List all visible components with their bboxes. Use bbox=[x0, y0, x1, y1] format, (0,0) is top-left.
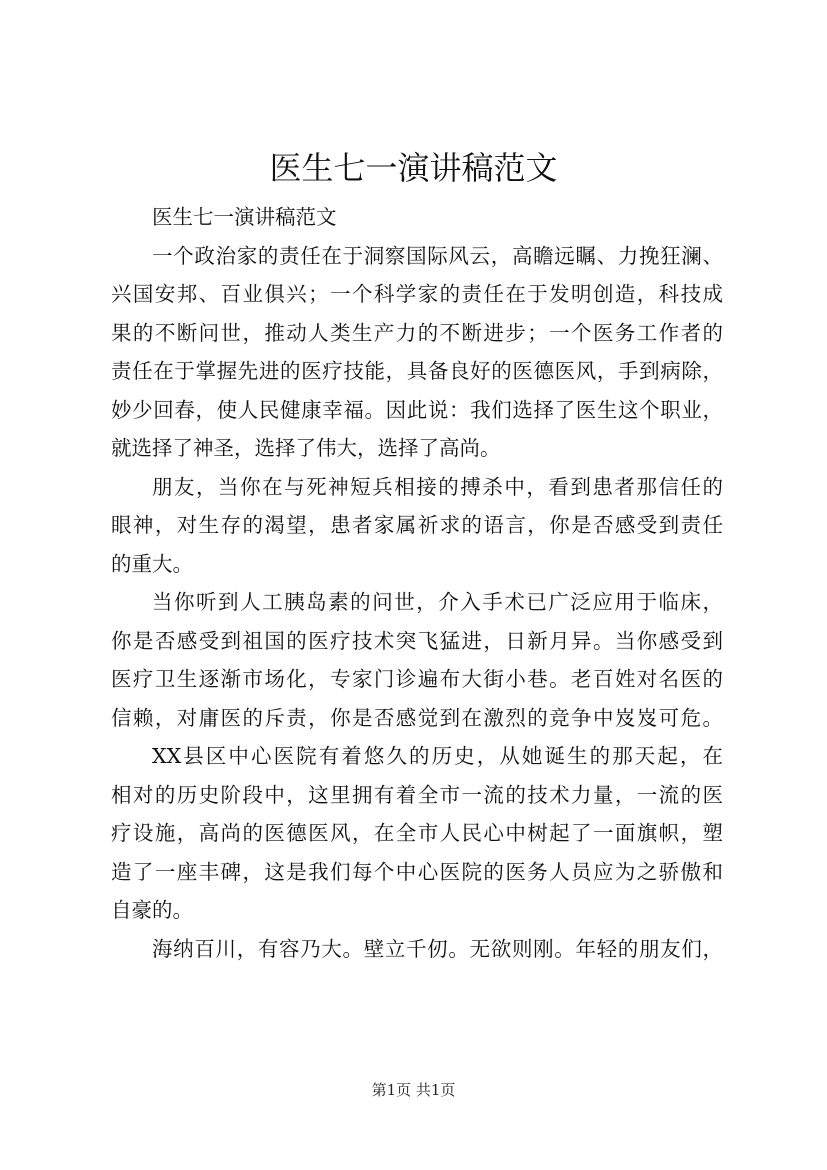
text-line: 自豪的。 bbox=[111, 898, 193, 922]
page-footer: 第1页 共1页 bbox=[371, 1081, 456, 1099]
text-line: 医疗卫生逐渐市场化，专家门诊遍布大街小巷。老百姓对名医的 bbox=[111, 667, 723, 691]
text-line: 医生七一演讲稿范文 bbox=[152, 205, 337, 229]
text-line: XX县区中心医院有着悠久的历史，从她诞生的那天起，在 bbox=[152, 744, 723, 768]
text-line: 妙少回春，使人民健康幸福。因此说：我们选择了医生这个职业， bbox=[111, 397, 723, 422]
text-line: 眼神，对生存的渴望，患者家属祈求的语言，你是否感受到责任 bbox=[111, 513, 723, 537]
text-line: 一个政治家的责任在于洞察国际风云，高瞻远瞩、力挽狂澜、 bbox=[152, 243, 723, 268]
text-line: 造了一座丰碑，这是我们每个中心医院的医务人员应为之骄傲和 bbox=[111, 859, 723, 884]
text-line: 的重大。 bbox=[111, 551, 193, 576]
text-line: 果的不断问世，推动人类生产力的不断进步；一个医务工作者的 bbox=[111, 320, 723, 345]
text-line: 责任在于掌握先进的医疗技能，具备良好的医德医风，手到病除， bbox=[111, 359, 723, 383]
document-body bbox=[111, 198, 723, 968]
text-line: 信赖，对庸医的斥责，你是否感觉到在激烈的竞争中岌岌可危。 bbox=[111, 705, 723, 730]
text-line: 就选择了神圣，选择了伟大，选择了高尚。 bbox=[111, 436, 501, 460]
text-line: 朋友，当你在与死神短兵相接的搏杀中，看到患者那信任的 bbox=[152, 474, 723, 499]
text-line: 你是否感受到祖国的医疗技术突飞猛进，日新月异。当你感受到 bbox=[111, 628, 723, 653]
text-line: 海纳百川，有容乃大。壁立千仞。无欲则刚。年轻的朋友们， bbox=[152, 936, 723, 961]
text-line: 疗设施，高尚的医德医风，在全市人民心中树起了一面旗帜，塑 bbox=[111, 821, 723, 845]
text-line: 相对的历史阶段中，这里拥有着全市一流的技术力量，一流的医 bbox=[111, 782, 723, 807]
document-title: 医生七一演讲稿范文 bbox=[269, 149, 558, 187]
text-line: 兴国安邦、百业俱兴；一个科学家的责任在于发明创造，科技成 bbox=[111, 282, 723, 306]
text-line: 当你听到人工胰岛素的问世，介入手术已广泛应用于临床， bbox=[152, 590, 723, 614]
